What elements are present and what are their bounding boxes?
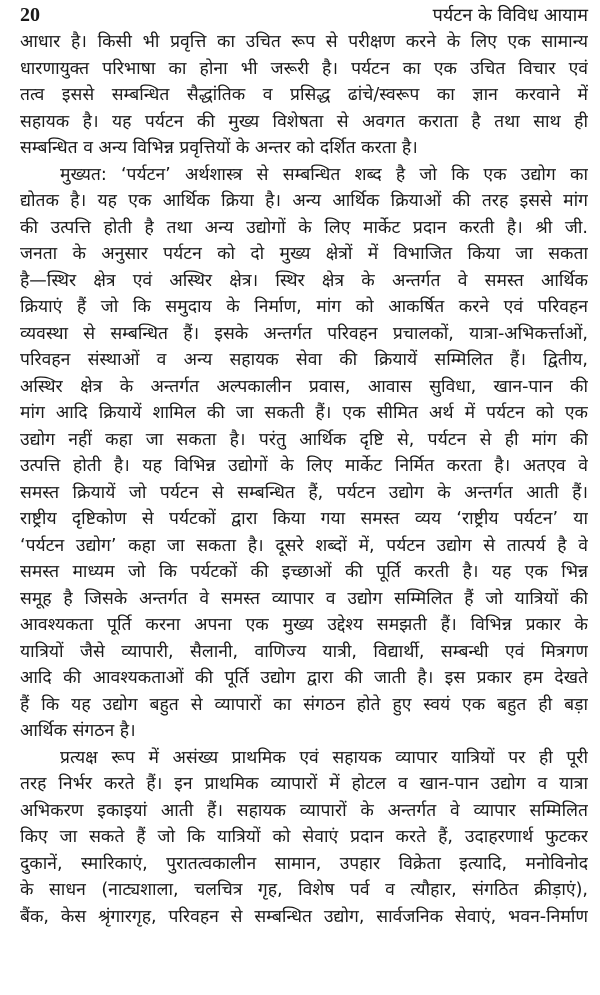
text-line: राष्ट्रीय दृष्टिकोण से पर्यटकों द्वारा किया गया समस्त व्यय ‘राष्ट्रीय पर्यटन’ या bbox=[20, 509, 588, 529]
text-line: के साधन (नाट्यशाला, चलचित्र गृह, विशेष पर्व व त्यौहार, संगठित क्रीड़ाएं), bbox=[20, 880, 588, 900]
text-line: अस्थिर क्षेत्र के अन्तर्गत अल्पकालीन प्रवास, आवास सुविधा, खान-पान की bbox=[20, 376, 588, 397]
text-line: ‘पर्यटन उद्योग’ कहा जा सकता है। दूसरे शब्दों में, पर्यटन उद्योग से तात्पर्य है वे bbox=[20, 535, 588, 556]
text-line: क्रियाएं हैं जो कि समुदाय के निर्माण, मांग को आकर्षित करने एवं परिवहन bbox=[20, 297, 588, 317]
text-line: किए जा सकते हैं जो कि यात्रियों को सेवाएं प्रदान करते हैं, उदाहरणार्थ फुटकर bbox=[20, 827, 588, 847]
text-line: प्रत्यक्ष रूप में असंख्य प्राथमिक एवं सहायक व्यापार यात्रियों पर ही पूरी bbox=[60, 747, 588, 768]
text-line: समूह है जिसके अन्तर्गत वे समस्त व्यापार व उद्योग सम्मिलित हैं जो यात्रियों की bbox=[20, 588, 588, 609]
text-line: व्यवस्था से सम्बन्धित हैं। इसके अन्तर्गत परिवहन प्रचालकों, यात्रा-अभिकर्त्ताओं, bbox=[20, 323, 588, 344]
text-line: अभिकरण इकाइयां आती हैं। सहायक व्यापारों के अन्तर्गत वे व्यापार सम्मिलित bbox=[20, 800, 588, 821]
text-line: बैंक, केस श्रृंगारगृह, परिवहन से सम्बन्धित उद्योग, सार्वजनिक सेवाएं, भवन-निर्माण bbox=[20, 906, 588, 927]
text-line: धारणायुक्त परिभाषा का होना भी जरूरी है। पर्यटन का एक उचित विचार एवं bbox=[20, 58, 588, 79]
text-line: हैं कि यह उद्योग बहुत से व्यापारों का संगठन होते हुए स्वयं एक बहुत ही बड़ा bbox=[20, 694, 588, 715]
text-line: उत्पत्ति होती है। यह विभिन्न उद्योगों के लिए मार्केट निर्मित करता है। अतएव वे bbox=[20, 456, 588, 476]
text-line: मांग आदि क्रियायें शामिल की जा सकती हैं। एक सीमित अर्थ में पर्यटन को एक bbox=[20, 403, 588, 423]
page-number: 20 bbox=[20, 3, 40, 26]
text-line: आधार है। किसी भी प्रवृत्ति का उचित रूप से परीक्षण करने के लिए एक सामान्य bbox=[20, 32, 588, 52]
text-line: मुख्यत: ‘पर्यटन’ अर्थशास्त्र से सम्बन्धित शब्द है जो कि एक उद्योग का bbox=[60, 164, 588, 185]
text-line: तत्व इससे सम्बन्धित सैद्धांतिक व प्रसिद्ध ढांचे/स्वरूप का ज्ञान करवाने में bbox=[20, 85, 588, 105]
text-line: समस्त क्रियायें जो पर्यटन से सम्बन्धित हैं, पर्यटन उद्योग के अन्तर्गत आती हैं। bbox=[20, 482, 588, 503]
text-line: द्योतक है। यह एक आर्थिक क्रिया है। अन्य आर्थिक क्रियाओं की तरह इससे मांग bbox=[20, 191, 588, 211]
text-line: परिवहन संस्थाओं व अन्य सहायक सेवा की क्रियायें सम्मिलित हैं। द्वितीय, bbox=[20, 350, 588, 370]
running-title: पर्यटन के विविध आयाम bbox=[432, 5, 588, 26]
text-line: की उत्पत्ति होती है तथा अन्य उद्योगों के लिए मार्केट प्रदान करती है। श्री जी. bbox=[20, 217, 588, 238]
text-line: आर्थिक संगठन है। bbox=[20, 721, 136, 741]
text-line: आदि की आवश्यकताओं की पूर्ति उद्योग द्वारा की जाती है। इस प्रकार हम देखते bbox=[20, 668, 588, 688]
text-line: समस्त माध्यम जो कि पर्यटकों की इच्छाओं की पूर्ति करती है। यह एक भिन्न bbox=[20, 562, 588, 582]
text-line: है—स्थिर क्षेत्र एवं अस्थिर क्षेत्र। स्थिर क्षेत्र के अन्तर्गत वे समस्त आर्थिक bbox=[20, 270, 588, 291]
text-line: तरह निर्भर करते हैं। इन प्राथमिक व्यापारों में होटल व खान-पान उद्योग व यात्रा bbox=[20, 774, 588, 794]
text-line: सम्बन्धित व अन्य विभिन्न प्रवृत्तियों के अन्तर को दर्शित करता है। bbox=[20, 138, 418, 158]
text-line: यात्रियों जैसे व्यापारी, सैलानी, वाणिज्य यात्री, विद्यार्थी, सम्बन्धी एवं मित्रगण bbox=[20, 641, 588, 662]
text-line: आवश्यकता पूर्ति करना अपना एक मुख्य उद्देश्य समझती हैं। विभिन्न प्रकार के bbox=[20, 615, 588, 635]
text-line: दुकानें, स्मारिकाएं, पुरातत्वकालीन सामान, उपहार विक्रेता इत्यादि, मनोविनोद bbox=[20, 853, 588, 874]
page-body bbox=[20, 29, 588, 930]
page-header bbox=[20, 0, 588, 30]
text-line: जनता के अनुसार पर्यटन को दो मुख्य क्षेत्रों में विभाजित किया जा सकता bbox=[20, 244, 588, 264]
text-line: उद्योग नहीं कहा जा सकता है। परंतु आर्थिक दृष्टि से, पर्यटन से ही मांग की bbox=[20, 429, 588, 450]
text-line: सहायक है। यह पर्यटन की मुख्य विशेषता से अवगत कराता है तथा साथ ही bbox=[20, 111, 588, 132]
